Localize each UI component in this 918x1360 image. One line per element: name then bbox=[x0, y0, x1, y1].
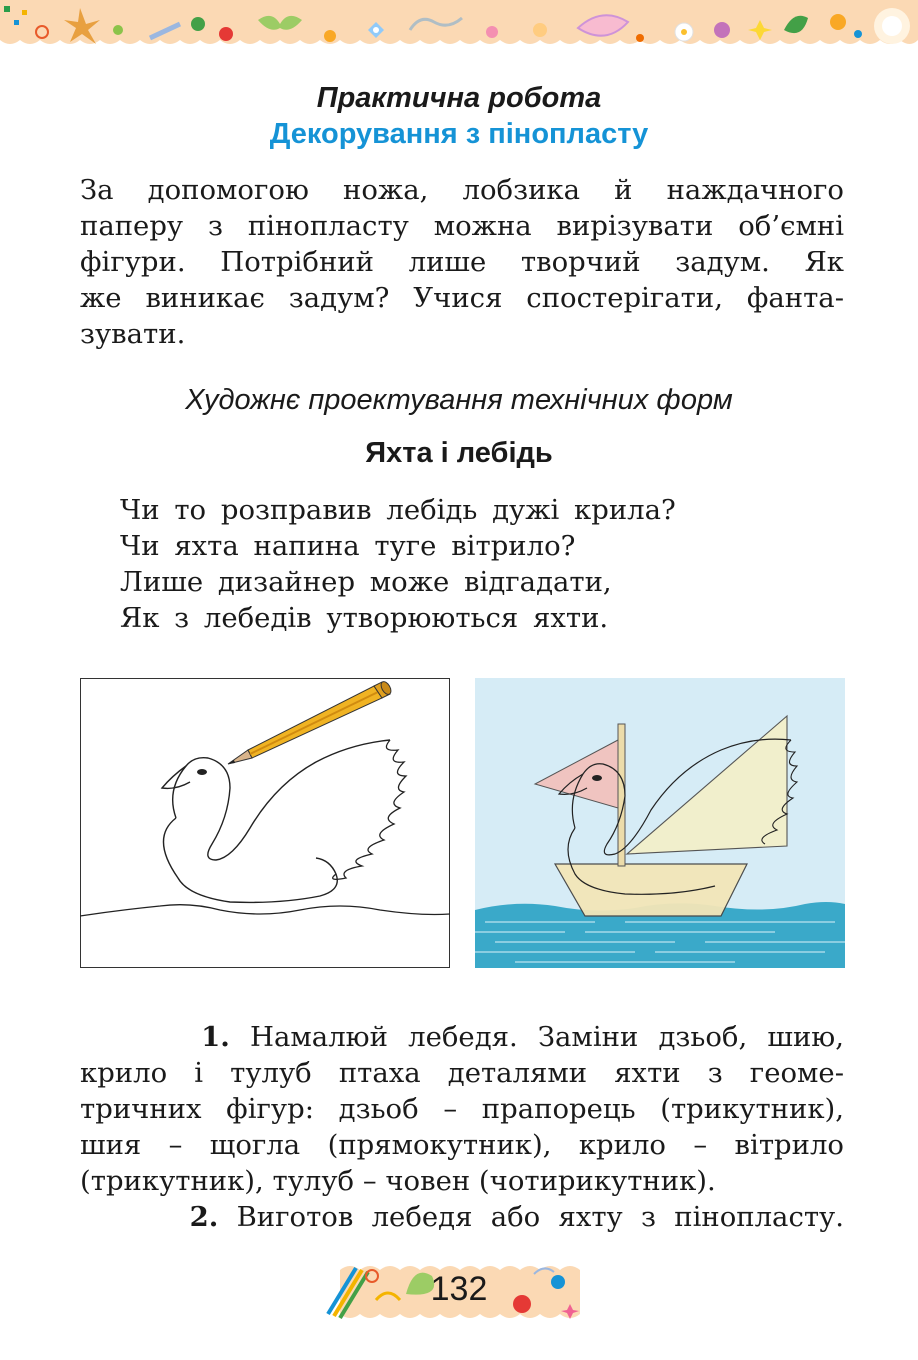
task-number: 1. bbox=[201, 1021, 230, 1053]
task-line bbox=[80, 1199, 844, 1235]
task-line: крило і тулуб птаха деталями яхти з геоме- bbox=[80, 1057, 844, 1089]
poem-line: Лише дизайнер може відгадати, bbox=[120, 566, 612, 598]
page-subtitle: Декорування з пінопласту bbox=[269, 118, 649, 150]
task-text: Виготов лебедя або яхту з пінопласту. bbox=[236, 1201, 844, 1233]
section-heading: Художнє проектування технічних форм bbox=[185, 384, 733, 416]
decorative-top-border bbox=[0, 0, 918, 52]
yacht-swan-illustration bbox=[475, 678, 845, 968]
page-title: Практична робота bbox=[316, 82, 602, 114]
intro-line: фігури. Потрібний лише творчий задум. Як bbox=[80, 246, 844, 278]
intro-paragraph bbox=[80, 172, 844, 352]
poem bbox=[120, 492, 676, 636]
task-1 bbox=[80, 1019, 844, 1199]
intro-line: же виникає задум? Учися спостерігати, фанта- bbox=[80, 282, 844, 314]
poem-line: Чи яхта напина туге вітрило? bbox=[120, 530, 576, 562]
task-text: Намалюй лебедя. Заміни дзьоб, шию, bbox=[250, 1021, 844, 1053]
page-number: 132 bbox=[430, 1270, 488, 1308]
swan-drawing-illustration bbox=[80, 678, 450, 968]
intro-line: паперу з пінопласту можна вирізувати об’ємні bbox=[80, 210, 844, 242]
task-line: тричних фігур: дзьоб – прапорець (трикутник), bbox=[80, 1093, 844, 1125]
task-line bbox=[80, 1019, 844, 1055]
task-2 bbox=[80, 1199, 844, 1235]
poem-line: Чи то розправив лебідь дужі крила? bbox=[120, 494, 676, 526]
task-line: шия – щогла (прямокутник), крило – вітрило bbox=[80, 1129, 844, 1161]
task-number: 2. bbox=[189, 1201, 219, 1233]
poem-title: Яхта і лебідь bbox=[365, 437, 553, 469]
task-line: (трикутник), тулуб – човен (чотирикутник). bbox=[80, 1165, 716, 1197]
intro-line: За допомогою ножа, лобзика й наждачного bbox=[80, 174, 844, 206]
intro-line: зувати. bbox=[80, 318, 186, 350]
poem-line: Як з лебедів утворюються яхти. bbox=[120, 602, 609, 634]
